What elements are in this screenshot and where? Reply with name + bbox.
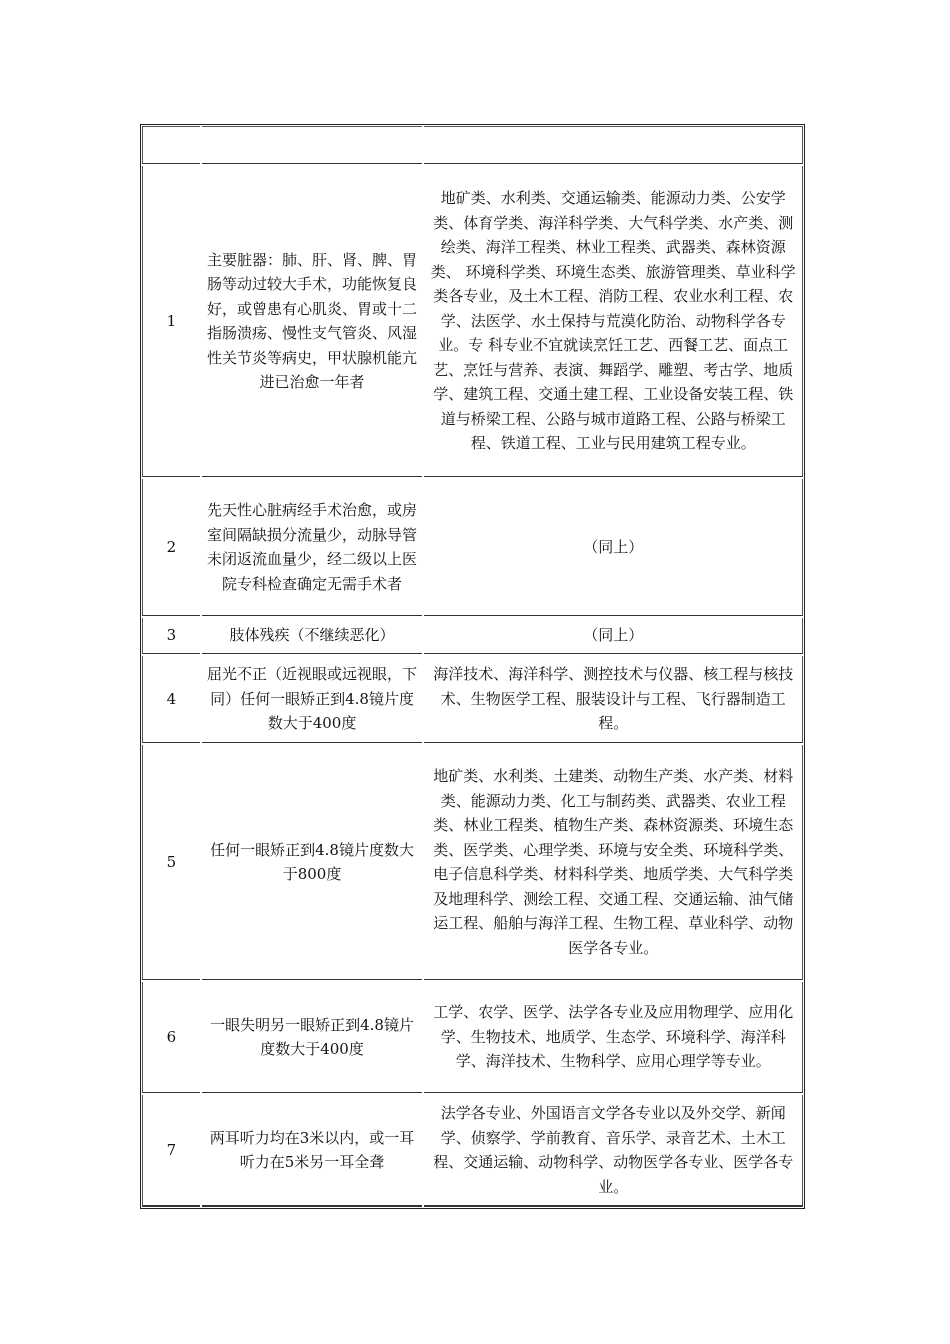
row-number: 7 [142,1094,201,1207]
majors-cell: 工学、农学、医学、法学各专业及应用物理学、应用化学、生物技术、地质学、生态学、环境科学、海洋科学、海洋技术、生物科学、应用心理学等专业。 [423,981,803,1094]
header-cell-majors [423,126,803,165]
table-row [142,1094,803,1207]
condition-cell: 主要脏器：肺、肝、肾、脾、胃肠等动过较大手术，功能恢复良好，或曾患有心肌炎、胃或十二指肠溃疡、慢性支气管炎、风湿性关节炎等病史，甲状腺机能亢进已治愈一年者 [201,165,424,478]
condition-cell: 两耳听力均在3米以内，或一耳听力在5米另一耳全聋 [201,1094,424,1207]
table-row [142,165,803,478]
header-cell-condition [201,126,424,165]
row-number: 5 [142,744,201,981]
table-header-row [142,126,803,165]
condition-cell: 肢体残疾（不继续恶化） [201,617,424,655]
row-number: 4 [142,655,201,744]
majors-cell: 地矿类、水利类、土建类、动物生产类、水产类、材料类、能源动力类、化工与制药类、武器类、农业工程类、林业工程类、植物生产类、森林资源类、环境生态 类、医学类、心理学类、环境与安全类、环境科学类、电子信息科学类、材料科学类、地质学类、大气科学类及地理科学、测绘工程、交通工程、交通运输、油气储 运工程、船舶与海洋工程、生物工程、草业科学、动物医学各专业。 [423,744,803,981]
table-row [142,981,803,1094]
majors-cell: （同上） [423,617,803,655]
condition-cell: 一眼失明另一眼矫正到4.8镜片度数大于400度 [201,981,424,1094]
restriction-table [140,124,805,1209]
condition-cell: 先天性心脏病经手术治愈，或房室间隔缺损分流量少，动脉导管未闭返流血量少，经二级以上医院专科检查确定无需手术者 [201,478,424,617]
table-row [142,478,803,617]
table-row [142,617,803,655]
row-number: 3 [142,617,201,655]
table-row [142,744,803,981]
condition-cell: 任何一眼矫正到4.8镜片度数大于800度 [201,744,424,981]
row-number: 2 [142,478,201,617]
condition-cell: 屈光不正（近视眼或远视眼，下同）任何一眼矫正到4.8镜片度数大于400度 [201,655,424,744]
row-number: 1 [142,165,201,478]
majors-cell: （同上） [423,478,803,617]
table-row [142,655,803,744]
header-cell-num [142,126,201,165]
row-number: 6 [142,981,201,1094]
majors-cell: 地矿类、水利类、交通运输类、能源动力类、公安学类、体育学类、海洋科学类、大气科学类、水产类、测绘类、海洋工程类、林业工程类、武器类、森林资源类、 环境科学类、环境生态类、旅游管理类、草业科学类各专业，及土木工程、消防工程、农业水利工程、农学、法医学、水土保持与荒漠化防治、动物科学各专业。专 科专业不宜就读烹饪工艺、西餐工艺、面点工艺、烹饪与营养、表演、舞蹈学、雕塑、考古学、地质学、建筑工程、交通土建工程、工业设备安装工程、铁道与桥梁工程、公路与城市道路工程、公路与桥梁工程、铁道工程、工业与民用建筑工程专业。 [423,165,803,478]
majors-cell: 海洋技术、海洋科学、测控技术与仪器、核工程与核技术、生物医学工程、服装设计与工程、飞行器制造工程。 [423,655,803,744]
majors-cell: 法学各专业、外国语言文学各专业以及外交学、新闻学、侦察学、学前教育、音乐学、录音艺术、土木工程、交通运输、动物科学、动物医学各专业、医学各专业。 [423,1094,803,1207]
